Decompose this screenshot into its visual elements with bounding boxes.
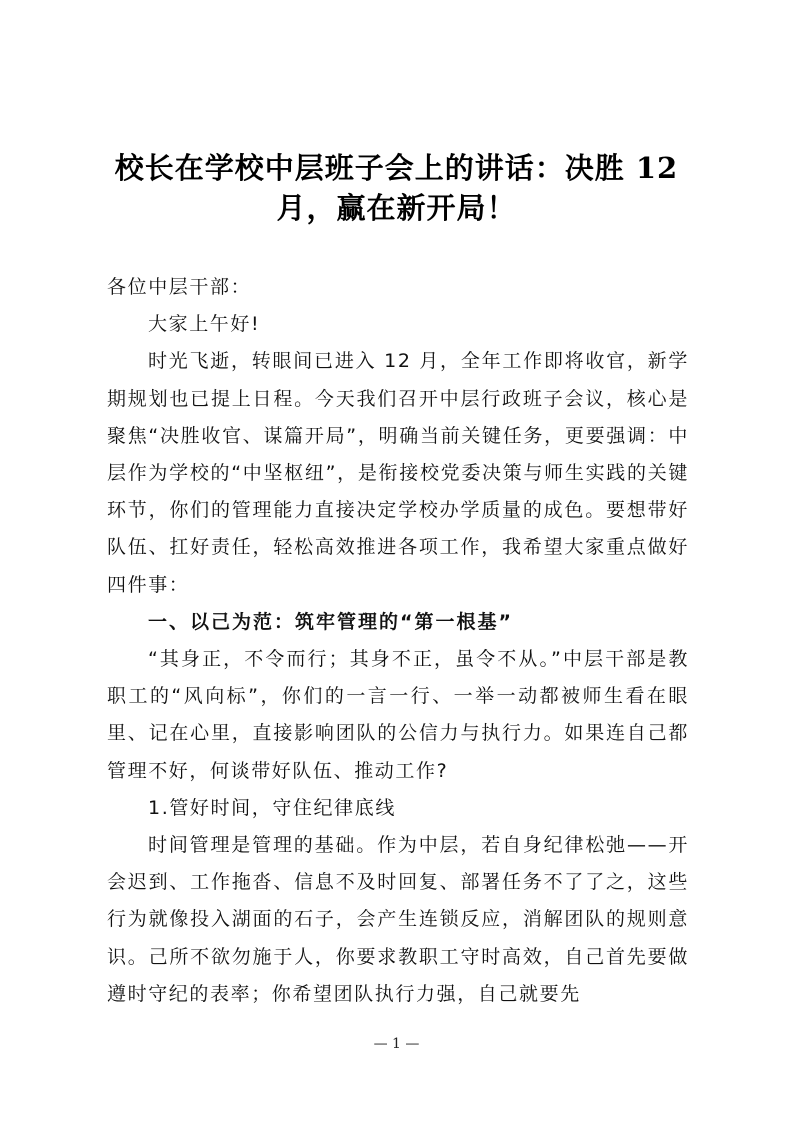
- paragraph-section-1: “其身正，不令而行；其身不正，虽令不从。”中层干部是教职工的“风向标”，你们的一言一行、一举一动都被师生看在眼里、记在心里，直接影响团队的公信力与执行力。如果连自己都管理不好，何谈带好队伍、推动工作?: [107, 648, 689, 782]
- subheading-1-1: 1.管好时间，守住纪律底线: [148, 796, 396, 819]
- greeting: 大家上午好!: [148, 313, 261, 336]
- document-body: [107, 269, 689, 1013]
- salutation: 各位中层干部：: [107, 276, 252, 298]
- section-heading-1: 一、以己为范：筑牢管理的“第一根基”: [148, 610, 513, 633]
- page-number: — 1 —: [373, 1036, 420, 1052]
- document-title: 校长在学校中层班子会上的讲话：决胜 12 月，赢在新开局！: [114, 151, 679, 225]
- paragraph-time-management: 时间管理是管理的基础。作为中层，若自身纪律松弛——开会迟到、工作拖沓、信息不及时回复、部署任务不了了之，这些行为就像投入湖面的石子，会产生连锁反应，消解团队的规则意识。己所不欲勿施于人，你要求教职工守时高效，自己首先要做遵时守纪的表率；你希望团队执行力强，自己就要先: [107, 834, 689, 1005]
- paragraph-intro: 时光飞逝，转眼间已进入 12 月，全年工作即将收官，新学期规划也已提上日程。今天我们召开中层行政班子会议，核心是聚焦“决胜收官、谋篇开局”，明确当前关键任务，更要强调：中层作为学校的“中坚枢纽”，是衔接校党委决策与师生实践的关键环节，你们的管理能力直接决定学校办学质量的成色。要想带好队伍、扛好责任，轻松高效推进各项工作，我希望大家重点做好四件事：: [107, 350, 689, 596]
